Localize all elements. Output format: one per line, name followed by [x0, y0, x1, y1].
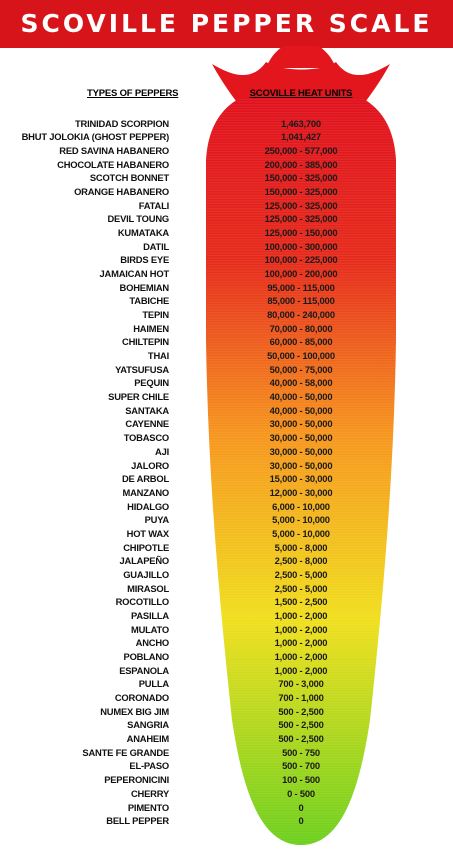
heat-units-value: 30,000 - 50,000	[269, 418, 333, 430]
table-row	[0, 226, 453, 240]
table-row	[0, 267, 453, 281]
pepper-name: NUMEX BIG JIM	[100, 705, 169, 717]
pepper-name: HOT WAX	[126, 527, 169, 539]
table-row	[0, 390, 453, 404]
pepper-name: PUYA	[144, 514, 169, 526]
pepper-name: BOHEMIAN	[119, 281, 169, 293]
heat-units-value: 1,000 - 2,000	[274, 651, 328, 663]
heat-units-value: 100 - 500	[282, 774, 320, 786]
pepper-name: ROCOTILLO	[115, 596, 169, 608]
table-row	[0, 664, 453, 678]
pepper-name: DATIL	[143, 240, 169, 252]
pepper-name: MULATO	[130, 623, 169, 635]
table-row	[0, 650, 453, 664]
pepper-name: SANTAKA	[125, 404, 169, 416]
pepper-name: ESPANOLA	[119, 664, 169, 676]
table-row	[0, 459, 453, 473]
pepper-name: DE ARBOL	[121, 473, 169, 485]
heat-units-value: 125,000 - 325,000	[264, 199, 338, 211]
table-row	[0, 158, 453, 172]
pepper-name: BIRDS EYE	[120, 254, 169, 266]
table-row	[0, 376, 453, 390]
heat-units-value: 15,000 - 30,000	[269, 473, 333, 485]
table-row	[0, 527, 453, 541]
pepper-name: AJI	[155, 445, 169, 457]
heat-units-value: 150,000 - 325,000	[264, 172, 338, 184]
table-row	[0, 253, 453, 267]
heat-units-value: 40,000 - 58,000	[269, 377, 333, 389]
heat-units-value: 100,000 - 300,000	[264, 240, 338, 252]
table-row	[0, 554, 453, 568]
heat-units-value: 500 - 2,500	[278, 733, 324, 745]
heat-units-value: 2,500 - 8,000	[274, 555, 328, 567]
table-row	[0, 308, 453, 322]
table-row	[0, 431, 453, 445]
heat-units-value: 1,041,427	[281, 131, 321, 143]
pepper-name: ORANGE HABANERO	[74, 185, 169, 197]
heat-units-value: 200,000 - 385,000	[264, 158, 338, 170]
pepper-name: BELL PEPPER	[106, 815, 169, 827]
heat-units-value: 0	[298, 815, 304, 827]
table-row	[0, 404, 453, 418]
pepper-name: MANZANO	[122, 486, 169, 498]
pepper-name: DEVIL TOUNG	[107, 213, 169, 225]
pepper-name: JAMAICAN HOT	[99, 267, 169, 279]
table-row	[0, 363, 453, 377]
heat-units-value: 5,000 - 8,000	[274, 541, 328, 553]
table-row	[0, 773, 453, 787]
heat-units-value: 500 - 2,500	[278, 705, 324, 717]
heat-units-value: 100,000 - 225,000	[264, 254, 338, 266]
heat-units-value: 2,500 - 5,000	[274, 582, 328, 594]
heat-units-value: 1,000 - 2,000	[274, 664, 328, 676]
pepper-name: FATALI	[138, 199, 169, 211]
pepper-name: EL-PASO	[129, 760, 169, 772]
heat-units-value: 100,000 - 200,000	[264, 267, 338, 279]
table-row	[0, 513, 453, 527]
pepper-name: MIRASOL	[127, 582, 169, 594]
heat-units-value: 0 - 500	[287, 787, 315, 799]
table-row	[0, 445, 453, 459]
column-header-heat-units: SCOVILLE HEAT UNITS	[249, 88, 353, 99]
table-row	[0, 417, 453, 431]
heat-units-value: 50,000 - 100,000	[267, 350, 335, 362]
heat-units-value: 700 - 1,000	[278, 692, 324, 704]
table-row	[0, 568, 453, 582]
heat-units-value: 150,000 - 325,000	[264, 185, 338, 197]
pepper-name: PEQUIN	[134, 377, 169, 389]
heat-units-value: 500 - 700	[282, 760, 320, 772]
pepper-name: ANCHO	[135, 637, 169, 649]
pepper-name: TRINIDAD SCORPION	[75, 117, 169, 129]
heat-units-value: 30,000 - 50,000	[269, 445, 333, 457]
table-row	[0, 199, 453, 213]
table-row	[0, 759, 453, 773]
table-row	[0, 718, 453, 732]
pepper-name: PIMENTO	[127, 801, 169, 813]
table-row	[0, 705, 453, 719]
table-row	[0, 623, 453, 637]
heat-units-value: 6,000 - 10,000	[272, 500, 330, 512]
pepper-name: PEPERONICINI	[104, 774, 169, 786]
pepper-name: BHUT JOLOKIA (GHOST PEPPER)	[21, 131, 169, 143]
table-row	[0, 472, 453, 486]
table-row	[0, 541, 453, 555]
heat-units-value: 12,000 - 30,000	[269, 486, 333, 498]
table-row	[0, 814, 453, 828]
pepper-name: RED SAVINA HABANERO	[59, 144, 169, 156]
chart-title: SCOVILLE PEPPER SCALE	[20, 9, 433, 38]
pepper-name: CHIPOTLE	[123, 541, 169, 553]
heat-units-value: 95,000 - 115,000	[267, 281, 335, 293]
heat-units-value: 60,000 - 85,000	[269, 336, 333, 348]
table-row	[0, 486, 453, 500]
heat-units-value: 125,000 - 150,000	[264, 226, 338, 238]
table-row	[0, 595, 453, 609]
table-row	[0, 171, 453, 185]
heat-units-value: 1,463,700	[281, 117, 321, 129]
table-row	[0, 212, 453, 226]
heat-units-value: 1,000 - 2,000	[274, 637, 328, 649]
heat-units-value: 80,000 - 240,000	[267, 309, 335, 321]
table-row	[0, 691, 453, 705]
heat-units-value: 1,000 - 2,000	[274, 609, 328, 621]
heat-units-value: 70,000 - 80,000	[269, 322, 333, 334]
pepper-name: YATSUFUSA	[115, 363, 169, 375]
pepper-name: GUAJILLO	[123, 568, 169, 580]
pepper-name: JALORO	[131, 459, 169, 471]
table-row	[0, 746, 453, 760]
heat-units-value: 2,500 - 5,000	[274, 568, 328, 580]
pepper-name: ANAHEIM	[126, 733, 169, 745]
table-row	[0, 349, 453, 363]
table-row	[0, 117, 453, 131]
table-row	[0, 636, 453, 650]
pepper-name: JALAPEÑO	[119, 555, 169, 567]
heat-units-value: 500 - 2,500	[278, 719, 324, 731]
table-row	[0, 144, 453, 158]
heat-units-value: 5,000 - 10,000	[272, 514, 330, 526]
pepper-name: KUMATAKA	[117, 226, 169, 238]
table-row	[0, 582, 453, 596]
heat-units-value: 0	[298, 801, 304, 813]
table-row	[0, 732, 453, 746]
heat-units-value: 125,000 - 325,000	[264, 213, 338, 225]
pepper-name: CAYENNE	[125, 418, 169, 430]
pepper-name: CHERRY	[130, 787, 169, 799]
pepper-name: CORONADO	[114, 692, 169, 704]
column-header-peppers: TYPES OF PEPPERS	[87, 88, 179, 99]
pepper-name: SANTE FE GRANDE	[82, 746, 169, 758]
pepper-name: PASILLA	[130, 609, 169, 621]
pepper-name: CHOCOLATE HABANERO	[57, 158, 169, 170]
pepper-name: POBLANO	[123, 651, 169, 663]
table-row	[0, 130, 453, 144]
table-row	[0, 294, 453, 308]
heat-units-value: 700 - 3,000	[278, 678, 324, 690]
pepper-name: CHILTEPIN	[122, 336, 169, 348]
heat-units-value: 85,000 - 115,000	[267, 295, 335, 307]
pepper-name: TABICHE	[129, 295, 169, 307]
heat-units-value: 30,000 - 50,000	[269, 459, 333, 471]
pepper-name: SUPER CHILE	[108, 391, 169, 403]
pepper-name: HIDALGO	[127, 500, 169, 512]
table-row	[0, 185, 453, 199]
heat-units-value: 40,000 - 50,000	[269, 404, 333, 416]
pepper-name: THAI	[147, 350, 169, 362]
pepper-name: PULLA	[138, 678, 169, 690]
heat-units-value: 1,500 - 2,500	[274, 596, 328, 608]
table-row	[0, 240, 453, 254]
heat-units-value: 40,000 - 50,000	[269, 391, 333, 403]
table-row	[0, 609, 453, 623]
table-row	[0, 787, 453, 801]
heat-units-value: 50,000 - 75,000	[269, 363, 333, 375]
pepper-name: TEPIN	[142, 309, 169, 321]
heat-units-value: 1,000 - 2,000	[274, 623, 328, 635]
table-row	[0, 801, 453, 815]
pepper-name: SCOTCH BONNET	[89, 172, 169, 184]
table-row	[0, 500, 453, 514]
table-row	[0, 677, 453, 691]
pepper-name: TOBASCO	[123, 432, 169, 444]
table-row	[0, 322, 453, 336]
table-row	[0, 335, 453, 349]
heat-units-value: 30,000 - 50,000	[269, 432, 333, 444]
heat-units-value: 250,000 - 577,000	[264, 144, 338, 156]
heat-units-value: 500 - 750	[282, 746, 320, 758]
pepper-name: SANGRIA	[127, 719, 169, 731]
table-row	[0, 281, 453, 295]
heat-units-value: 5,000 - 10,000	[272, 527, 330, 539]
pepper-name: HAIMEN	[133, 322, 169, 334]
